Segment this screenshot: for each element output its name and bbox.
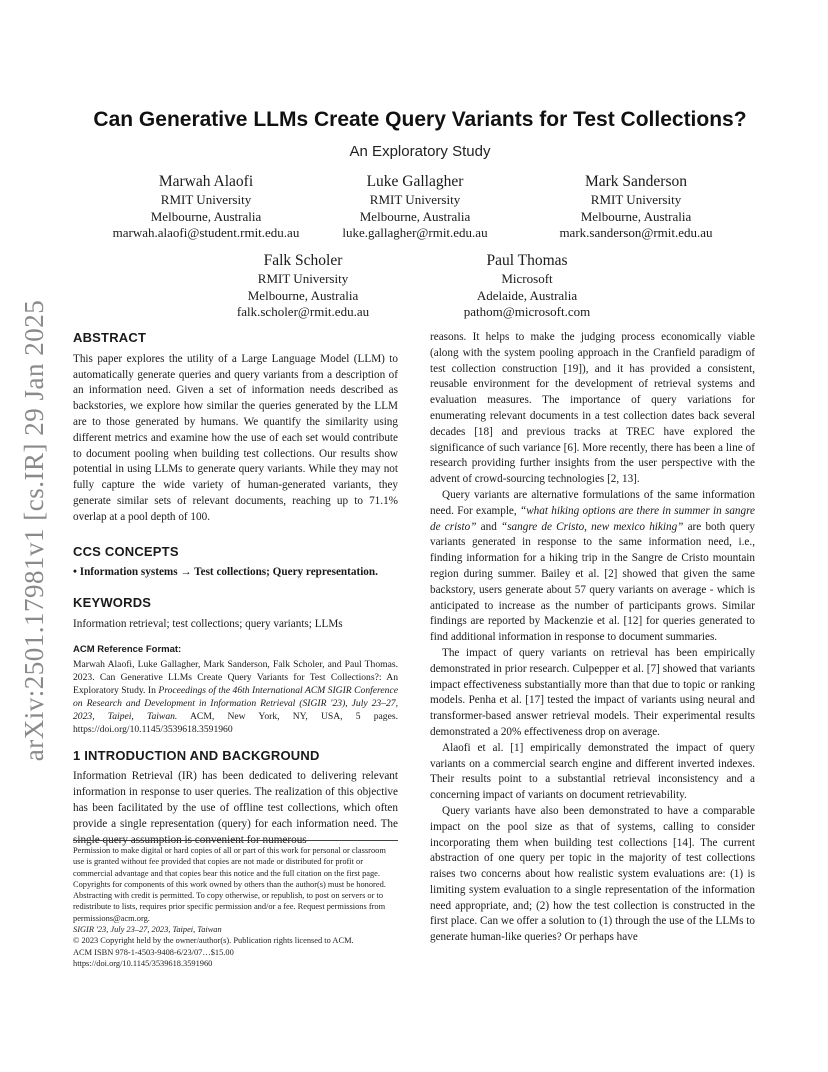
footnote <box>73 840 398 969</box>
author-affiliation: RMIT University <box>590 192 682 207</box>
footnote-venue: SIGIR '23, July 23–27, 2023, Taipei, Taiwan <box>73 925 222 935</box>
author-affiliation: RMIT University <box>369 192 461 207</box>
acm-ref-part: ACM, New York, NY, USA, 5 pages. https://doi.org/10.1145/3539618.3591960 <box>73 710 398 735</box>
keywords-text: Information retrieval; test collections; query variants; LLMs <box>73 617 343 630</box>
author-email: falk.scholer@rmit.edu.au <box>236 304 370 319</box>
author-block <box>397 251 657 321</box>
acm-ref-heading: ACM Reference Format: <box>73 643 182 655</box>
abstract-heading: ABSTRACT <box>73 330 147 345</box>
paper-subtitle: An Exploratory Study <box>349 143 491 160</box>
paper-title: Can Generative LLMs Create Query Variants for Test Collections? <box>93 108 747 131</box>
right-column <box>430 330 755 946</box>
query-example: “what hiking options are there in summer in sangre de cristo” <box>430 504 756 533</box>
right-paragraph: Alaofi et al. [1] empirically demonstrated the impact of query variants on a commercial search engine and different inverted indexes. Their results point to a substantial retrieval inconsistency and a concerning impact of variants on document retrievability. <box>430 741 755 802</box>
text-span: Query variants are alternative formulations of the same information need. For example, <box>430 488 755 517</box>
right-paragraph: The impact of query variants on retrieval has been empirically demonstrated in prior research. Culpepper et al. [7] showed that variants impact effectiveness substantially more than that due to topic or ranking models. Penha et al. [17] tested the impact of variants using neural and transformer-based answer retrieval models. Their experimental results demonstrated a 20% effectiveness drop on average. <box>430 646 755 738</box>
author-name: Luke Gallagher <box>366 173 464 190</box>
author-block <box>506 172 766 242</box>
footnote-copyright: © 2023 Copyright held by the owner/author(s). Publication rights licensed to ACM. <box>73 936 354 946</box>
author-affiliation: RMIT University <box>257 271 349 286</box>
acm-ref-venue: Proceedings of the 46th International ACM SIGIR Conference on Research and Development in Information Retrieval (SIGIR '23), July 23–27, 2023, Taipei, Taiwan. <box>73 684 398 722</box>
author-affiliation: Microsoft <box>501 271 553 286</box>
right-paragraph <box>430 488 755 646</box>
author-location: Melbourne, Australia <box>359 208 471 224</box>
text-span: are both query variants generated in response to the same information need, i.e., finding information for a hiking trip in the Sangre de Cristo mountain region during summer. Bailey et al. [2] showed that given the same backstory, users generate about 57 query variants on average - which is anticipated to increase as the number of participants grows. Similar findings are reported by Mackenzie et al. [12] for queries generated to find additional information in response to document summaries. <box>430 520 755 644</box>
author-location: Melbourne, Australia <box>150 208 262 224</box>
author-location: Melbourne, Australia <box>580 208 692 224</box>
right-paragraph: reasons. It helps to make the judging process economically viable (along with the system pooling approach in the Cranfield paradigm of test collection construction [19]), and it has provided a consistent, reusable environment for the development of retrieval systems and evaluation measures. The importance of query variations for enumerating relevant documents in a test collection dates back several decades [18] and previous tracks at TREC have explored the significance of such variance [6]. More recently, there has been a line of research providing further insights from the user perspective with the advent of crowd-sourcing technologies [2, 13]. <box>430 331 755 486</box>
arxiv-stamp <box>19 299 50 761</box>
author-email: marwah.alaofi@student.rmit.edu.au <box>112 225 300 240</box>
author-location: Adelaide, Australia <box>476 287 578 303</box>
author-name: Falk Scholer <box>263 252 343 269</box>
author-email: pathom@microsoft.com <box>463 304 591 319</box>
acm-ref-text <box>73 658 398 736</box>
author-affiliation: RMIT University <box>160 192 252 207</box>
footnote-isbn: ACM ISBN 978-1-4503-9408-6/23/07…$15.00 <box>73 947 234 957</box>
footnote-doi[interactable]: https://doi.org/10.1145/3539618.3591960 <box>73 958 213 968</box>
ccs-heading: CCS CONCEPTS <box>73 543 179 559</box>
author-email: mark.sanderson@rmit.edu.au <box>559 225 713 240</box>
left-column <box>73 330 398 848</box>
author-block <box>173 251 433 321</box>
ccs-text: • Information systems → Test collections; Query representation. <box>73 566 378 579</box>
footnote-permission: Permission to make digital or hard copies of all or part of this work for personal or classroom use is granted without fee provided that copies are not made or distributed for profit or commercial advantage and that copies bear this notice and the full citation on the first page. Copyrights for components of this work owned by others than the author(s) must be honored. Abstracting with credit is permitted. To copy otherwise, or republish, to post on servers or to redistribute to lists, requires prior specific permission and/or a fee. Request permissions from permissions@acm.org. <box>73 846 386 923</box>
intro-heading: 1 INTRODUCTION AND BACKGROUND <box>73 747 320 763</box>
abstract-text: This paper explores the utility of a Large Language Model (LLM) to automatically generate queries and query variants from a description of an information need. Given a set of information needs described as backstories, we explore how similar the queries generated by the LLM are to those generated by humans. We quantify the similarity using different metrics and examine how the use of each set would contribute to document pooling when building test collections. Our results show potential in using LLMs to generate query variants. While they may not fully capture the wide variety of human-generated variants, they generate similar sets of relevant documents, reaching up to 71.1% overlap at a pool depth of 100. <box>73 352 398 523</box>
author-name: Mark Sanderson <box>584 173 688 190</box>
author-name: Paul Thomas <box>486 252 568 269</box>
text-span: and <box>476 520 501 533</box>
query-example: “sangre de Cristo, new mexico hiking” <box>500 520 684 533</box>
acm-ref-part: Marwah Alaofi, Luke Gallagher, Mark Sanderson, Falk Scholer, and Paul Thomas. 2023. Can Generative LLMs Create Query Variants for Test Collections?: An Exploratory Study. In <box>73 658 398 696</box>
author-location: Melbourne, Australia <box>247 287 359 303</box>
intro-paragraph: Information Retrieval (IR) has been dedicated to delivering relevant information in response to user queries. The realization of this objective has been facilitated by the use of offline test collections, which often provide a single representation (query) for each information need. The single query assumption is convenient for numerous <box>73 770 398 846</box>
keywords-heading: KEYWORDS <box>73 595 152 611</box>
author-name: Marwah Alaofi <box>158 173 254 190</box>
right-paragraph: Query variants have also been demonstrated to have a comparable impact on the pool size as that of systems, calling to consider incorporating them when building test collections [14]. The current abstraction of one query per topic in the majority of test collections raises two concerns about how realistic system evaluations are: (1) is limiting system evaluation to a single representation of the information need appropriate, and; (2) how the test collection is constructed in the first place. Can we offer a solution to (1) through the use of the LLMs to generate human-like queries? Or perhaps have <box>430 804 755 944</box>
author-email: luke.gallagher@rmit.edu.au <box>342 225 488 240</box>
arxiv-stamp-text: arXiv:2501.17981v1 [cs.IR] 29 Jan 2025 <box>19 299 50 761</box>
